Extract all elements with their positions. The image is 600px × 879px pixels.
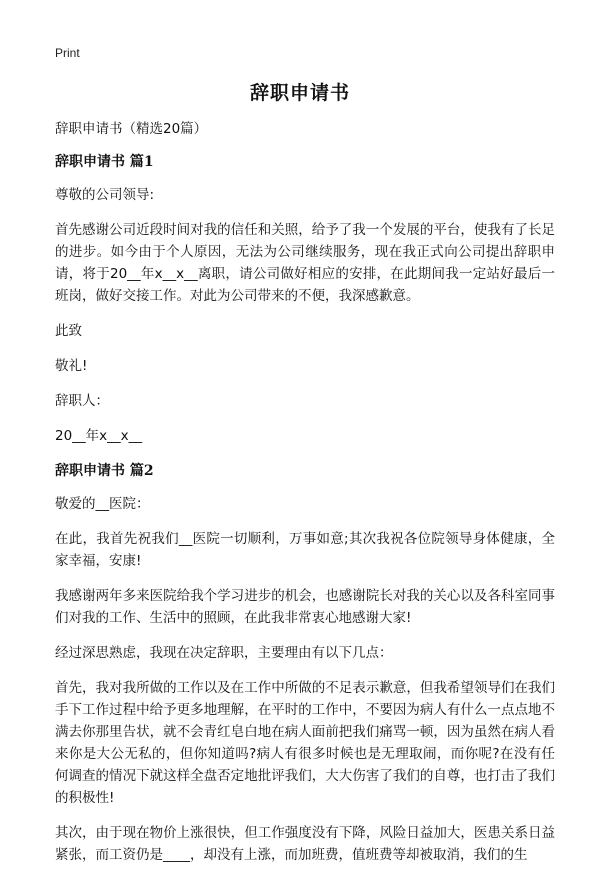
print-label: Print: [55, 46, 80, 60]
article-1-date: 20__年x__x__: [55, 428, 143, 444]
article-2-paragraph-4: 首先，我对我所做的工作以及在工作中所做的不足表示歉意，但我希望领导们在我们手下工作过程中给予更多地理解，在平时的工作中，不要因为病人有什么一点点地不满去你那里告状，就不会青红皂白地在病人面前把我们痛骂一顿，因为虽然在病人看来你是大公无私的，但你知道吗?病人有很多时候也是无理取闹，而你呢?在没有任何调查的情况下就这样全盘否定地批评我们，大大伤害了我们的自尊，也打击了我们的积极性!: [55, 680, 555, 806]
article-1-closing-1: 此致: [55, 323, 82, 339]
article-2-paragraph-3: 经过深思熟虑，我现在决定辞职，主要理由有以下几点：: [55, 645, 393, 661]
article-1-salutation: 尊敬的公司领导:: [55, 187, 155, 203]
article-2-paragraph-2: 我感谢两年多来医院给我个学习进步的机会，也感谢院长对我的关心以及各科室同事们对我的工作、生活中的照顾，在此我非常衷心地感谢大家!: [55, 588, 555, 626]
article-1-closing-2: 敬礼!: [55, 358, 88, 374]
article-2-paragraph-1: 在此，我首先祝我们__医院一切顺利，万事如意;其次我祝各位院领导身体健康，全家幸福，安康!: [55, 531, 555, 569]
document-subtitle: 辞职申请书（精选20篇）: [55, 121, 208, 137]
document-content: [55, 118, 555, 879]
document-title: 辞职申请书: [249, 82, 350, 104]
article-2-heading: 辞职申请书 篇2: [55, 463, 154, 479]
article-1-heading: 辞职申请书 篇1: [55, 154, 154, 170]
article-2-paragraph-5: 其次，由于现在物价上涨很快，但工作强度没有下降，风险日益加大，医患关系日益紧张，而工资仍是____，却没有上涨，而加班费，值班费等却被取消，我们的生: [55, 825, 555, 863]
article-1-signer: 辞职人：: [55, 393, 109, 409]
article-2-salutation: 敬爱的__医院：: [55, 496, 150, 512]
article-1-body: 首先感谢公司近段时间对我的信任和关照，给予了我一个发展的平台，使我有了长足的进步。如今由于个人原因，无法为公司继续服务，现在我正式向公司提出辞职申请，将于20__年x__x__离职，请公司做好相应的安排，在此期间我一定站好最后一班岗，做好交接工作。对此为公司带来的不便，我深感歉意。: [55, 222, 555, 304]
